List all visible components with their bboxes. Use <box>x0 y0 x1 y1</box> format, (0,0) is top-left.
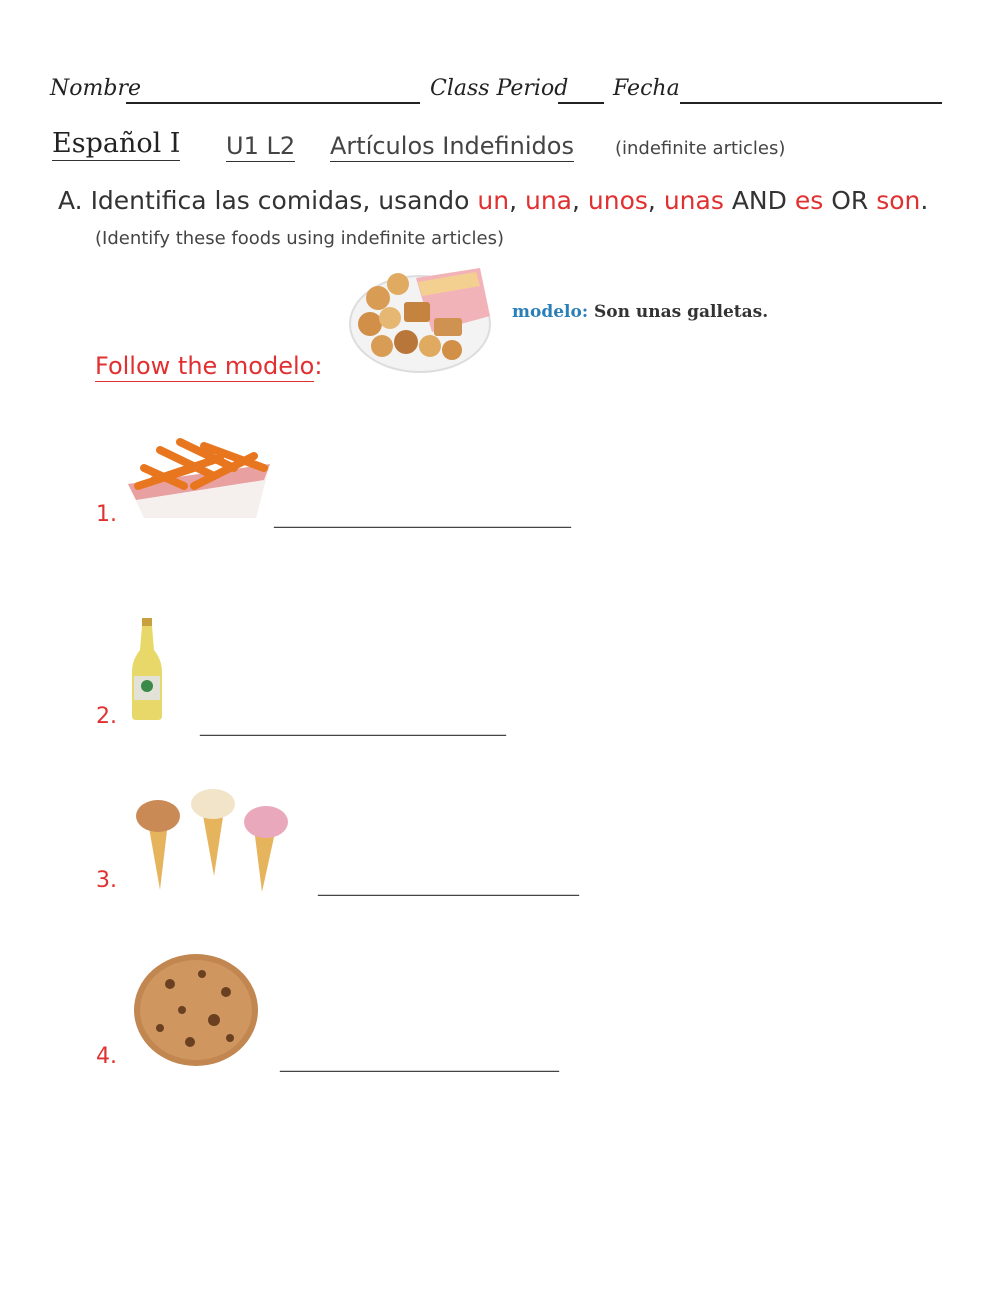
answer-blank-2[interactable]: __________________________________ <box>200 716 506 737</box>
topic-subtitle: (indefinite articles) <box>615 138 786 159</box>
article-unos: unos <box>587 186 648 215</box>
soda-bottle-image <box>130 616 164 722</box>
french-fries-image <box>124 428 276 524</box>
article-una: una <box>524 186 572 215</box>
verb-son: son <box>876 186 921 215</box>
article-un: un <box>477 186 510 215</box>
modelo-text: Son unas galletas. <box>594 302 769 322</box>
nombre-field[interactable] <box>126 102 420 104</box>
instruction-subtext: (Identify these foods using indefinite articles) <box>95 228 505 249</box>
cookie-plate-image <box>348 258 498 376</box>
answer-blank-1[interactable]: _________________________________ <box>274 508 571 529</box>
and-word: AND <box>731 186 787 215</box>
fecha-field[interactable] <box>680 102 942 104</box>
article-unas: unas <box>663 186 724 215</box>
instruction: A. Identifica las comidas, usando un, una, unos, unas AND es OR son. <box>58 186 929 215</box>
topic-title: Artículos Indefinidos <box>330 132 574 160</box>
item-number-2: 2. <box>96 704 117 729</box>
fecha-label: Fecha <box>613 76 680 101</box>
modelo-example <box>512 302 768 322</box>
answer-blank-3[interactable]: _____________________________ <box>318 876 579 897</box>
item-number-4: 4. <box>96 1044 117 1069</box>
item-number-1: 1. <box>96 502 117 527</box>
header-row <box>50 76 950 110</box>
period-label: Class Period <box>430 76 569 101</box>
cookie-image <box>130 950 264 1070</box>
item-number-3: 3. <box>96 868 117 893</box>
ice-cream-cones-image <box>126 788 302 894</box>
period-field[interactable] <box>558 102 604 104</box>
instruction-text: Identifica las comidas, usando <box>90 186 470 215</box>
answer-blank-4[interactable]: _______________________________ <box>280 1052 559 1073</box>
follow-instruction: Follow the modelo: <box>95 352 323 380</box>
verb-es: es <box>794 186 824 215</box>
follow-label: Follow the modelo <box>95 352 315 380</box>
nombre-label: Nombre <box>50 76 141 101</box>
title-row <box>52 128 952 168</box>
course-title: Español I <box>52 128 181 159</box>
modelo-label: modelo: <box>512 302 589 322</box>
or-word: OR <box>831 186 869 215</box>
unit-label: U1 L2 <box>226 132 296 160</box>
instruction-letter: A. <box>58 186 83 215</box>
